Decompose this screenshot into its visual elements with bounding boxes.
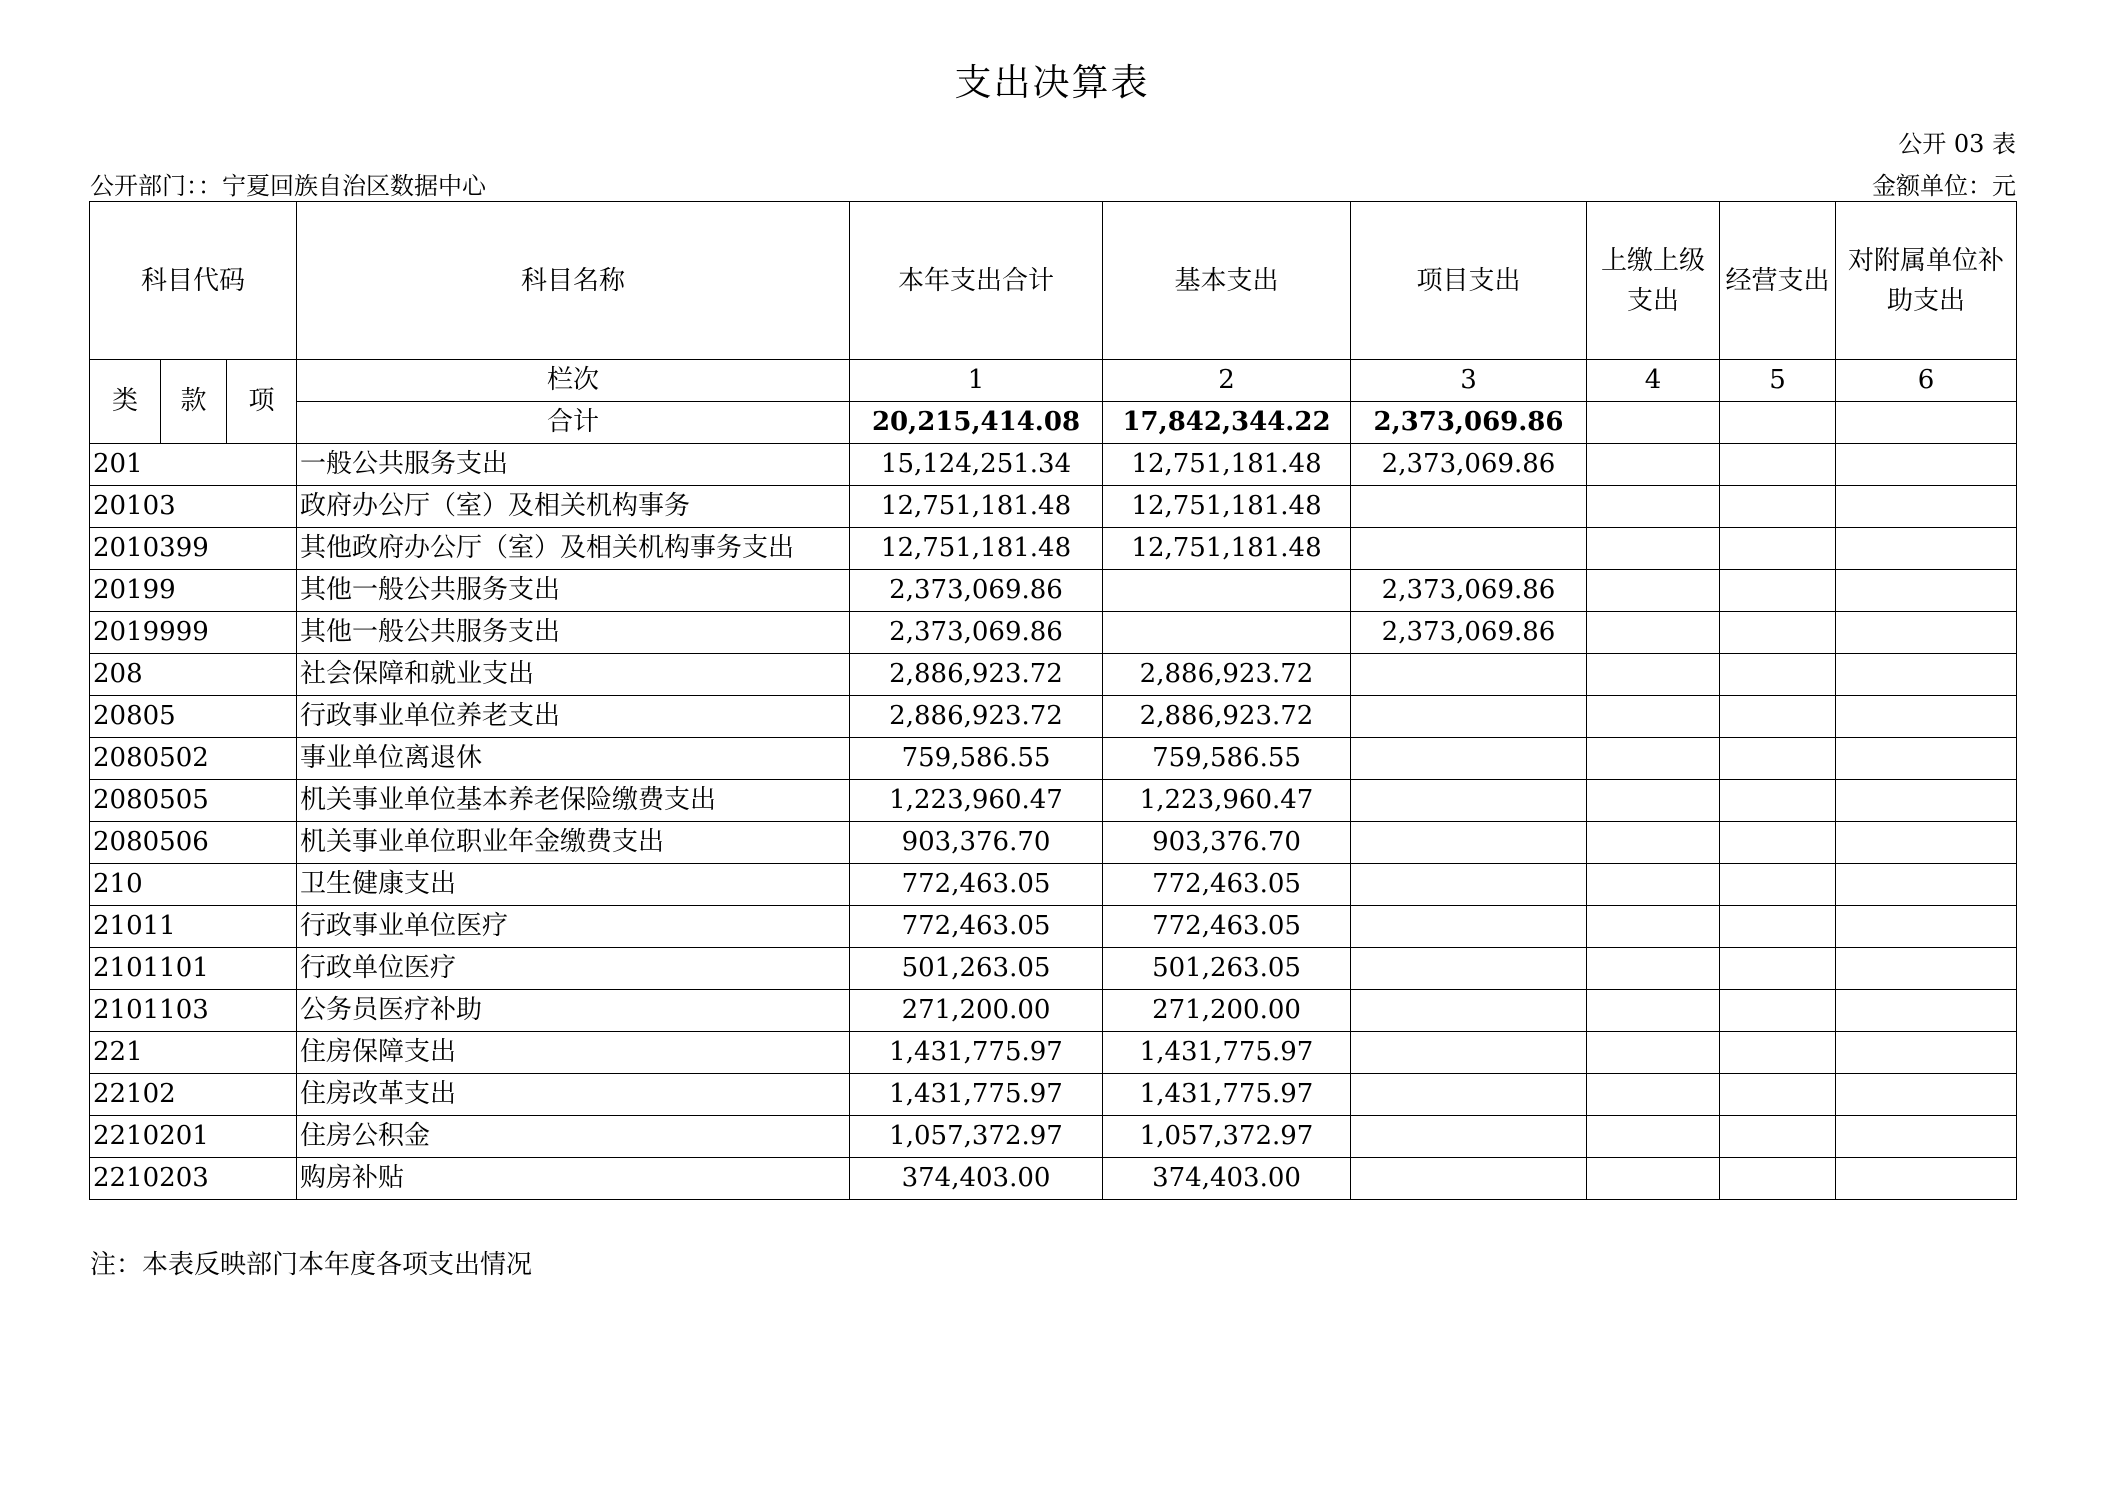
row-subsidy [1836, 990, 2017, 1032]
department-label: 公开部门：：宁夏回族自治区数据中心 [90, 172, 486, 200]
header-lanci: 栏次 [297, 360, 850, 402]
row-name: 其他政府办公厅（室）及相关机构事务支出 [297, 528, 850, 570]
row-project [1351, 864, 1587, 906]
row-basic [1103, 612, 1351, 654]
row-name: 住房改革支出 [297, 1074, 850, 1116]
row-basic: 271,200.00 [1103, 990, 1351, 1032]
row-name: 机关事业单位基本养老保险缴费支出 [297, 780, 850, 822]
total-project: 2,373,069.86 [1351, 402, 1587, 444]
row-business [1720, 612, 1836, 654]
row-name: 卫生健康支出 [297, 864, 850, 906]
row-project [1351, 1074, 1587, 1116]
row-project [1351, 654, 1587, 696]
row-subsidy [1836, 738, 2017, 780]
row-upper [1587, 990, 1720, 1032]
row-code: 2080505 [90, 780, 297, 822]
total-upper [1587, 402, 1720, 444]
table-row [90, 612, 2017, 654]
row-subsidy [1836, 1074, 2017, 1116]
table-row [90, 570, 2017, 612]
table-row [90, 990, 2017, 1032]
col-num-3: 3 [1351, 360, 1587, 402]
col-num-4: 4 [1587, 360, 1720, 402]
row-upper [1587, 780, 1720, 822]
row-total: 501,263.05 [850, 948, 1103, 990]
row-business [1720, 990, 1836, 1032]
row-total: 2,886,923.72 [850, 696, 1103, 738]
row-business [1720, 738, 1836, 780]
row-total: 772,463.05 [850, 864, 1103, 906]
row-upper [1587, 528, 1720, 570]
row-code: 21011 [90, 906, 297, 948]
row-upper [1587, 444, 1720, 486]
row-name: 行政事业单位医疗 [297, 906, 850, 948]
row-code: 2101101 [90, 948, 297, 990]
row-name: 住房保障支出 [297, 1032, 850, 1074]
header-subsidy: 对附属单位补助支出 [1836, 202, 2017, 360]
row-total: 759,586.55 [850, 738, 1103, 780]
row-project [1351, 1116, 1587, 1158]
row-subsidy [1836, 1158, 2017, 1200]
row-business [1720, 528, 1836, 570]
total-total: 20,215,414.08 [850, 402, 1103, 444]
total-row [90, 402, 2017, 444]
row-basic: 501,263.05 [1103, 948, 1351, 990]
expenditure-table [89, 201, 2017, 1200]
row-subsidy [1836, 654, 2017, 696]
row-business [1720, 654, 1836, 696]
total-basic: 17,842,344.22 [1103, 402, 1351, 444]
row-upper [1587, 486, 1720, 528]
row-project [1351, 822, 1587, 864]
row-code: 208 [90, 654, 297, 696]
row-subsidy [1836, 528, 2017, 570]
row-code: 210 [90, 864, 297, 906]
row-name: 住房公积金 [297, 1116, 850, 1158]
row-name: 公务员医疗补助 [297, 990, 850, 1032]
row-business [1720, 906, 1836, 948]
table-row [90, 654, 2017, 696]
row-project: 2,373,069.86 [1351, 612, 1587, 654]
row-basic [1103, 570, 1351, 612]
row-total: 2,886,923.72 [850, 654, 1103, 696]
row-total: 1,057,372.97 [850, 1116, 1103, 1158]
row-business [1720, 822, 1836, 864]
table-row [90, 1032, 2017, 1074]
row-upper [1587, 1032, 1720, 1074]
row-upper [1587, 906, 1720, 948]
row-business [1720, 486, 1836, 528]
unit-label: 金额单位：元 [1872, 172, 2016, 200]
row-name: 机关事业单位职业年金缴费支出 [297, 822, 850, 864]
footnote: 注：本表反映部门本年度各项支出情况 [90, 1250, 533, 1280]
row-project [1351, 696, 1587, 738]
header-total: 本年支出合计 [850, 202, 1103, 360]
row-code: 201 [90, 444, 297, 486]
row-code: 2101103 [90, 990, 297, 1032]
row-upper [1587, 864, 1720, 906]
row-upper [1587, 1116, 1720, 1158]
row-subsidy [1836, 486, 2017, 528]
row-basic: 1,057,372.97 [1103, 1116, 1351, 1158]
row-basic: 759,586.55 [1103, 738, 1351, 780]
row-code: 2010399 [90, 528, 297, 570]
row-code: 20103 [90, 486, 297, 528]
row-business [1720, 864, 1836, 906]
row-upper [1587, 654, 1720, 696]
row-name: 事业单位离退休 [297, 738, 850, 780]
col-num-5: 5 [1720, 360, 1836, 402]
row-name: 行政单位医疗 [297, 948, 850, 990]
row-name: 购房补贴 [297, 1158, 850, 1200]
header-row [90, 202, 2017, 360]
row-basic: 1,431,775.97 [1103, 1074, 1351, 1116]
row-subsidy [1836, 696, 2017, 738]
row-project [1351, 738, 1587, 780]
row-name: 行政事业单位养老支出 [297, 696, 850, 738]
header-basic: 基本支出 [1103, 202, 1351, 360]
row-business [1720, 948, 1836, 990]
row-code: 2019999 [90, 612, 297, 654]
table-row [90, 486, 2017, 528]
row-basic: 12,751,181.48 [1103, 444, 1351, 486]
row-upper [1587, 696, 1720, 738]
row-project [1351, 486, 1587, 528]
table-row [90, 864, 2017, 906]
row-project: 2,373,069.86 [1351, 570, 1587, 612]
row-code: 2210203 [90, 1158, 297, 1200]
row-business [1720, 1032, 1836, 1074]
table-row [90, 444, 2017, 486]
row-project [1351, 528, 1587, 570]
header-business: 经营支出 [1720, 202, 1836, 360]
row-basic: 2,886,923.72 [1103, 696, 1351, 738]
row-code: 20199 [90, 570, 297, 612]
row-total: 1,431,775.97 [850, 1032, 1103, 1074]
header-lei: 类 [90, 360, 161, 444]
row-basic: 1,431,775.97 [1103, 1032, 1351, 1074]
total-subsidy [1836, 402, 2017, 444]
row-code: 22102 [90, 1074, 297, 1116]
table-row [90, 1116, 2017, 1158]
row-total: 1,223,960.47 [850, 780, 1103, 822]
row-name: 政府办公厅（室）及相关机构事务 [297, 486, 850, 528]
row-total: 12,751,181.48 [850, 486, 1103, 528]
total-label: 合计 [297, 402, 850, 444]
row-basic: 12,751,181.48 [1103, 486, 1351, 528]
row-business [1720, 696, 1836, 738]
row-business [1720, 780, 1836, 822]
page-title: 支出决算表 [954, 61, 1150, 104]
column-number-row [90, 360, 2017, 402]
row-basic: 772,463.05 [1103, 906, 1351, 948]
header-code: 科目代码 [90, 202, 297, 360]
row-basic: 1,223,960.47 [1103, 780, 1351, 822]
row-upper [1587, 738, 1720, 780]
row-subsidy [1836, 1032, 2017, 1074]
table-row [90, 1158, 2017, 1200]
row-code: 20805 [90, 696, 297, 738]
row-basic: 374,403.00 [1103, 1158, 1351, 1200]
row-total: 1,431,775.97 [850, 1074, 1103, 1116]
table-row [90, 696, 2017, 738]
row-project: 2,373,069.86 [1351, 444, 1587, 486]
row-business [1720, 1074, 1836, 1116]
row-basic: 2,886,923.72 [1103, 654, 1351, 696]
row-basic: 772,463.05 [1103, 864, 1351, 906]
row-subsidy [1836, 1116, 2017, 1158]
row-name: 一般公共服务支出 [297, 444, 850, 486]
total-business [1720, 402, 1836, 444]
row-total: 772,463.05 [850, 906, 1103, 948]
header-xiang: 项 [227, 360, 297, 444]
row-upper [1587, 948, 1720, 990]
row-name: 其他一般公共服务支出 [297, 612, 850, 654]
row-subsidy [1836, 906, 2017, 948]
row-subsidy [1836, 822, 2017, 864]
row-subsidy [1836, 570, 2017, 612]
row-upper [1587, 570, 1720, 612]
row-basic: 903,376.70 [1103, 822, 1351, 864]
row-total: 271,200.00 [850, 990, 1103, 1032]
row-basic: 12,751,181.48 [1103, 528, 1351, 570]
row-upper [1587, 1158, 1720, 1200]
row-name: 社会保障和就业支出 [297, 654, 850, 696]
row-project [1351, 780, 1587, 822]
row-subsidy [1836, 948, 2017, 990]
table-row [90, 528, 2017, 570]
table-row [90, 738, 2017, 780]
row-upper [1587, 822, 1720, 864]
header-kuan: 款 [161, 360, 227, 444]
col-num-6: 6 [1836, 360, 2017, 402]
table-row [90, 780, 2017, 822]
row-total: 2,373,069.86 [850, 612, 1103, 654]
row-total: 12,751,181.48 [850, 528, 1103, 570]
row-subsidy [1836, 444, 2017, 486]
row-project [1351, 1032, 1587, 1074]
col-num-2: 2 [1103, 360, 1351, 402]
row-upper [1587, 612, 1720, 654]
row-business [1720, 1116, 1836, 1158]
row-upper [1587, 1074, 1720, 1116]
row-name: 其他一般公共服务支出 [297, 570, 850, 612]
row-project [1351, 906, 1587, 948]
row-total: 374,403.00 [850, 1158, 1103, 1200]
row-code: 2080502 [90, 738, 297, 780]
table-row [90, 948, 2017, 990]
row-code: 2210201 [90, 1116, 297, 1158]
row-project [1351, 1158, 1587, 1200]
row-code: 221 [90, 1032, 297, 1074]
form-number: 公开 03 表 [1898, 130, 2016, 158]
row-total: 15,124,251.34 [850, 444, 1103, 486]
row-total: 2,373,069.86 [850, 570, 1103, 612]
row-business [1720, 570, 1836, 612]
row-subsidy [1836, 780, 2017, 822]
row-total: 903,376.70 [850, 822, 1103, 864]
table-row [90, 1074, 2017, 1116]
table-row [90, 822, 2017, 864]
row-subsidy [1836, 864, 2017, 906]
row-project [1351, 990, 1587, 1032]
header-upper: 上缴上级支出 [1587, 202, 1720, 360]
row-code: 2080506 [90, 822, 297, 864]
header-name: 科目名称 [297, 202, 850, 360]
col-num-1: 1 [850, 360, 1103, 402]
row-business [1720, 444, 1836, 486]
row-project [1351, 948, 1587, 990]
table-row [90, 906, 2017, 948]
row-subsidy [1836, 612, 2017, 654]
row-business [1720, 1158, 1836, 1200]
header-project: 项目支出 [1351, 202, 1587, 360]
